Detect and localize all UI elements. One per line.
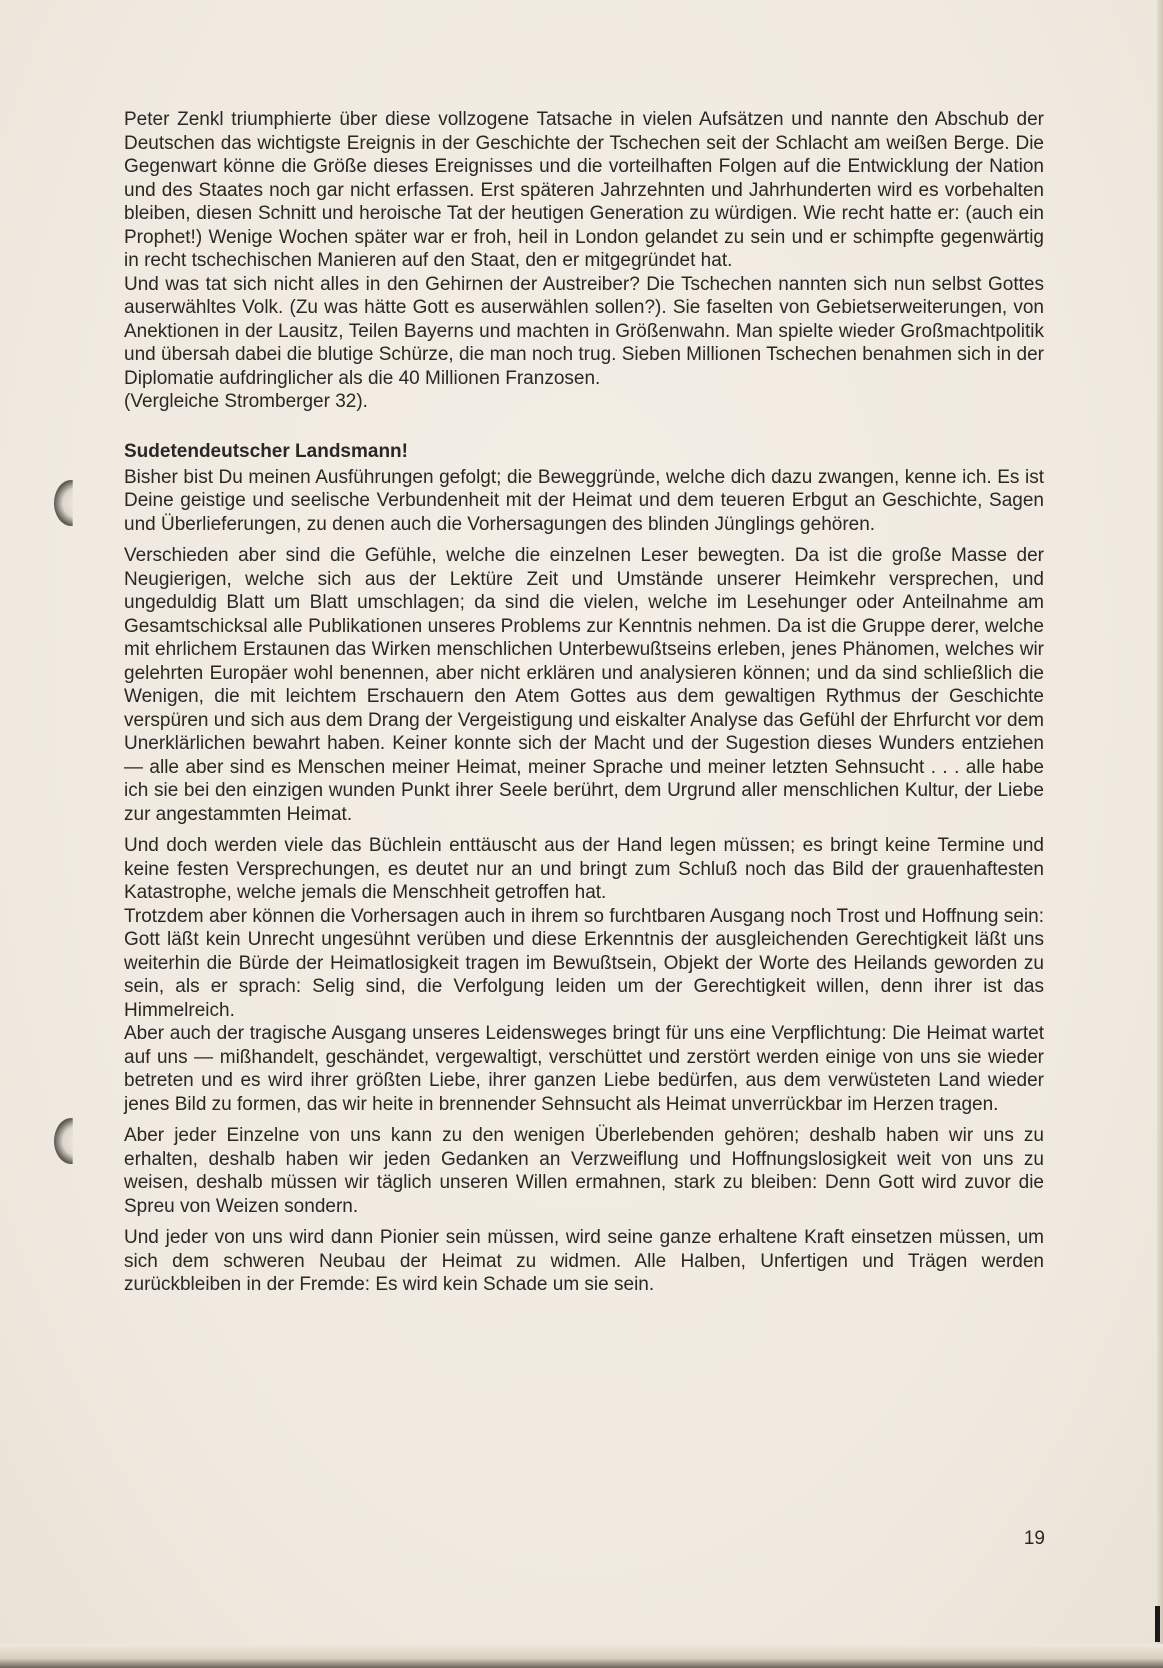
- paragraph: Und jeder von uns wird dann Pionier sein müssen, wird seine ganze erhaltene Kraft einsetzen müssen, um sich dem schweren Neubau der Heimat zu widmen. Alle Halben, Unfertigen und Trägen werden zurückbleiben in der Fremde: Es wird kein Schade um sie sein.: [124, 1227, 1044, 1295]
- page-bottom-edge: [0, 1644, 1163, 1668]
- paragraph: Aber auch der tragische Ausgang unseres Leidensweges bringt für uns eine Verpflichtung: Die Heimat wartet auf uns — mißhandelt, geschändet, vergewaltigt, verschüttet und zerstört werden einige von uns sie wieder betreten und es wird ihrer größten Liebe, ihrer ganzen Liebe bedürfen, aus dem verwüsteten Land wieder jenes Bild zu formen, das wir heite in brennender Sehnsucht als Heimat unverrückbar im Herzen tragen.: [124, 1023, 1044, 1115]
- edge-mark: [1155, 1606, 1160, 1642]
- paragraph: (Vergleiche Stromberger 32).: [124, 391, 368, 412]
- paragraph: Trotzdem aber können die Vorhersagen auch in ihrem so furchtbaren Ausgang noch Trost und Hoffnung sein: Gott läßt kein Unrecht ungesühnt verüben und diese Erkenntnis der ausgleichenden Gerechtigkeit läßt uns weiterhin die Bürde der Heimatlosigkeit tragen im Bewußtsein, Objekt der Worte des Heilands geworden zu sein, als er sprach: Selig sind, die Verfolgung leiden um der Gerechtigkeit willen, denn ihrer ist das Himmelreich.: [124, 905, 1044, 1021]
- page-number: 19: [1023, 1528, 1045, 1549]
- paragraph: Bisher bist Du meinen Ausführungen gefolgt; die Beweggründe, welche dich dazu zwangen, kenne ich. Es ist Deine geistige und seelische Verbundenheit mit der Heimat und dem teueren Erbgut an Geschichte, Sagen und Überlieferungen, zu denen auch die Vorhersagungen des blinden Jünglings gehören.: [124, 466, 1044, 535]
- punch-hole: [54, 1118, 88, 1164]
- paragraph: Und doch werden viele das Büchlein enttäuscht aus der Hand legen müssen; es bringt keine Termine und keine festen Versprechungen, es deutet nur an und bringt zum Schluß noch das Bild der grauenhaftesten Katastrophe, welche jemals die Menschheit getroffen hat.: [124, 835, 1044, 903]
- paragraph: Verschieden aber sind die Gefühle, welche die einzelnen Leser bewegten. Da ist die große Masse der Neugierigen, welche sich aus der Lektüre Zeit und Umstände unserer Heimkehr versprechen, und ungeduldig Blatt um Blatt umschlagen; da sind die vielen, welche im Lesehunger oder Anteilnahme am Gesamtschicksal alle Publikationen unseres Problems zur Kenntnis nehmen. Da ist die Gruppe derer, welche mit ehrlichem Erstaunen das Wirken menschlichen Unterbewußtseins erleben, jenes Phänomen, welches wir gelehrten Europäer wohl benennen, aber nicht erklären und analysieren können; und da sind schließlich die Wenigen, die mit leichtem Erschauern den Atem Gottes aus dem gewaltigen Rythmus der Geschichte verspüren und sich aus dem Drang der Vergeistigung und eiskalter Analyse das Gefühl der Ehrfurcht vor dem Unerklärlichen bewahrt haben. Keiner konnte sich der Macht und der Sugestion dieses Wunders entziehen — alle aber sind es Menschen meiner Heimat, meiner Sprache und meiner letzten Sehnsucht . . . alle habe ich sie bei den einzigen wunden Punkt ihrer Seele berührt, dem Urgrund aller menschlichen Kultur, der Liebe zur angestammten Heimat.: [124, 545, 1044, 825]
- punch-hole: [54, 480, 88, 526]
- section-heading: Sudetendeutscher Landsmann!: [124, 440, 408, 462]
- body-text: [124, 108, 1044, 1297]
- paragraph: Und was tat sich nicht alles in den Gehirnen der Austreiber? Die Tschechen nannten sich nun selbst Gottes auserwähltes Volk. (Zu was hätte Gott es auserwählen sollen?). Sie faselten von Gebietserweiterungen, von Anektionen in der Lausitz, Teilen Bayerns und machten in Größenwahn. Man spielte wieder Großmachtpolitik und übersah dabei die blutige Schürze, die man noch trug. Sieben Millionen Tschechen benahmen sich in der Diplomatie aufdringlicher als die 40 Millionen Franzosen.: [124, 273, 1044, 389]
- paragraph: Aber jeder Einzelne von uns kann zu den wenigen Überlebenden gehören; deshalb haben wir uns zu erhalten, deshalb haben wir jeden Gedanken an Verzweiflung und Hoffnungslosigkeit weit von uns zu weisen, deshalb müssen wir täglich unseren Willen ermahnen, stark zu bleiben: Denn Gott wird zuvor die Spreu von Weizen sondern.: [124, 1125, 1044, 1217]
- page-edge: [1157, 0, 1163, 1668]
- paragraph: Peter Zenkl triumphierte über diese vollzogene Tatsache in vielen Aufsätzen und nannte den Abschub der Deutschen das wichtigste Ereignis in der Geschichte der Tschechen seit der Schlacht am weißen Berge. Die Gegenwart könne die Größe dieses Ereignisses und die vorteilhaften Folgen auf die Entwicklung der Nation und des Staates noch gar nicht erfassen. Erst späteren Jahrzehnten und Jahrhunderten wird es vorbehalten bleiben, diesen Schnitt und heroische Tat der heutigen Generation zu würdigen. Wie recht hatte er: (auch ein Prophet!) Wenige Wochen später war er froh, heil in London gelandet zu sein und er schimpfte gegenwärtig in recht tschechischen Manieren auf den Staat, den er mitgegründet hat.: [124, 109, 1044, 271]
